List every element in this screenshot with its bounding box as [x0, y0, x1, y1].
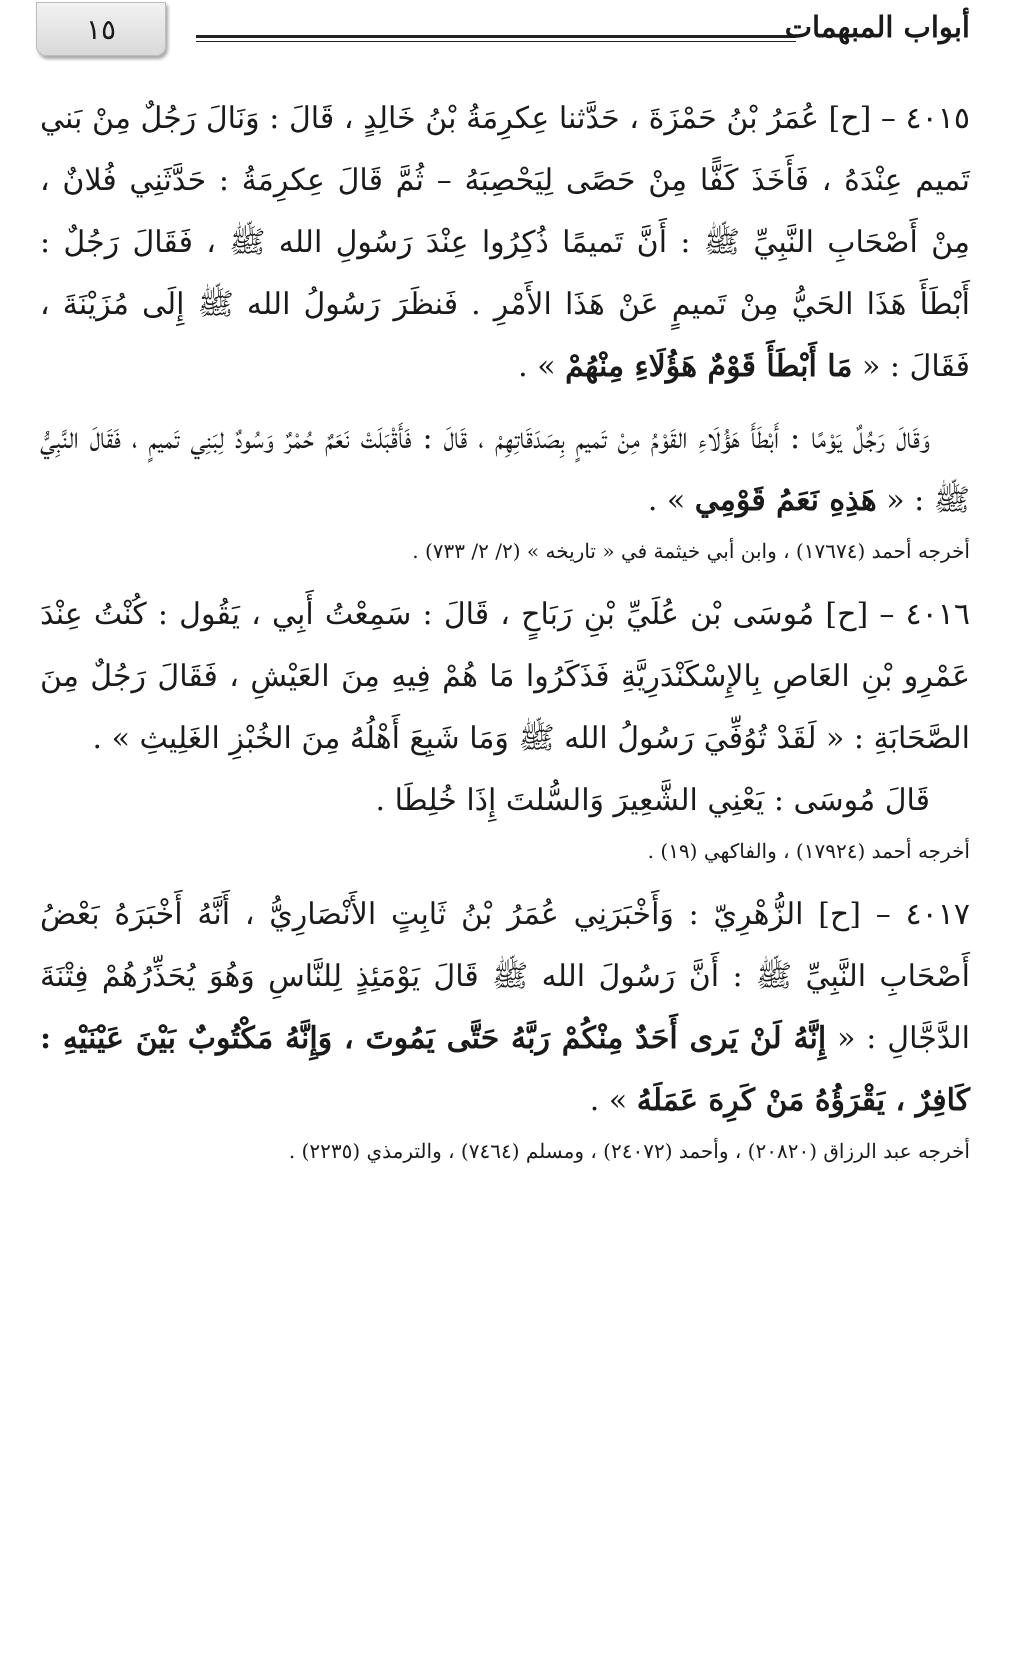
hadith-number: ٤٠١٥	[905, 101, 970, 136]
hadith-text: – [ح] الزُّهْرِيّ : وَأَخْبَرَنِي عُمَرُ بْنُ ثَابِتٍ الأَنْصَارِيُّ ، أَنَّهُ أَخْبَرَهُ بَعْضُ أَصْحَابِ النَّبِيِّ ﷺ : أَنَّ رَسُولَ الله ﷺ قَالَ يَوْمَئِذٍ لِلنَّاسِ وَهُوَ يُحَذِّرُهُمْ فِتْنَةَ الدَّجَّالِ : «	[40, 897, 970, 1056]
source-note: أخرجه أحمد (١٧٩٢٤) ، والفاكهي (١٩) .	[647, 839, 970, 863]
hadith-text: قَالَ مُوسَى : يَعْنِي الشَّعِيرَ وَالسُّلتَ إِذَا خُلِطَا .	[375, 783, 930, 818]
page-content	[40, 88, 970, 1184]
hadith-entry	[40, 884, 970, 1168]
source-note: أخرجه عبد الرزاق (٢٠٨٢٠) ، وأحمد (٢٤٠٧٢) ، ومسلم (٧٤٦٤) ، والترمذي (٢٢٣٥) .	[288, 1139, 970, 1163]
page-header	[0, 0, 1010, 70]
hadith-paragraph	[40, 770, 970, 832]
prophet-saying: مَا أَبْطَأَ قَوْمٌ هَؤُلَاءِ مِنْهُمْ	[565, 349, 853, 384]
page-number-tab	[36, 2, 166, 56]
hadith-paragraph	[40, 584, 970, 770]
source-note: أخرجه أحمد (١٧٦٧٤) ، وابن أبي خيثمة في « تاريخه » (٢/ ٢/ ٧٣٣) .	[412, 539, 970, 563]
closing-quote: » .	[589, 1083, 628, 1118]
hadith-number: ٤٠١٦	[905, 597, 970, 632]
hadith-paragraph	[40, 408, 970, 532]
chapter-title: أبواب المبهمات	[784, 10, 970, 44]
hadith-number: ٤٠١٧	[905, 897, 970, 932]
hadith-paragraph	[40, 88, 970, 398]
hadith-paragraph	[40, 884, 970, 1132]
page-number: ١٥	[85, 12, 117, 46]
header-rule	[196, 35, 796, 43]
hadith-entry	[40, 88, 970, 568]
hadith-text: – [ح] مُوسَى بْن عُلَيِّ بْنِ رَبَاحٍ ، قَالَ : سَمِعْتُ أَبِي ، يَقُول : كُنْتُ عِنْدَ عَمْرِو بْنِ العَاصِ بِالإِسْكَنْدَرِيَّةِ فَذَكَرُوا مَا هُمْ فِيهِ مِنَ العَيْشِ ، فَقَالَ رَجُلٌ مِنَ الصَّحَابَةِ : « لَقَدْ تُوُفِّيَ رَسُولُ الله ﷺ وَمَا شَبِعَ أَهْلُهُ مِنَ الخُبْزِ الغَلِيثِ » .	[40, 597, 970, 756]
closing-quote: » .	[647, 483, 686, 518]
hadith-entry	[40, 584, 970, 868]
closing-quote: » .	[518, 349, 556, 384]
hadith-text: – [ح] عُمَرُ بْنُ حَمْزَةَ ، حَدَّثنا عِكرِمَةُ بْنُ خَالِدٍ ، قَالَ : وَنَالَ رَجُلٌ مِنْ بَني تَميم عِنْدَهُ ، فَأَخَذَ كَفًّا مِنْ حَصًى لِيَحْصِبَهُ – ثُمَّ قَالَ عِكرِمَةُ : حَدَّثَنِي فُلانٌ ، مِنْ أَصْحَابِ النَّبِيِّ ﷺ : أَنَّ تَميمًا ذُكِرُوا عِنْدَ رَسُولِ الله ﷺ ، فَقَالَ رَجُلٌ : أَبْطَأَ هَذَا الحَيُّ مِنْ تَميمٍ عَنْ هَذَا الأَمْرِ . فَنظَرَ رَسُولُ الله ﷺ إِلَى مُزَيْنَةَ ، فَقَالَ : «	[40, 101, 970, 384]
prophet-saying: هَذِهِ نَعَمُ قَوْمِي	[694, 483, 877, 518]
hadith-text: وَقَالَ رَجُلٌ يَوْمًا : أَبْطَأَ هَؤُلَاءِ القَوْمُ مِنْ تَميمٍ بِصَدَقَاتِهِمْ ، قَالَ : فَأَقْبَلَتْ نَعَمٌ حُمْرٌ وَسُودٌ لِبَنِي تَميمٍ ، فَقَالَ النَّبِيُّ ﷺ : «	[40, 421, 970, 518]
prophet-saying: إِنَّهُ لَنْ يَرى أَحَدٌ مِنْكُمْ رَبَّهُ حَتَّى يَمُوتَ ، وَإِنَّهُ مَكْتُوبٌ بَيْنَ عَيْنَيْهِ : كَافِرٌ ، يَقْرَؤُهُ مَنْ كَرِهَ عَمَلَهُ	[40, 1021, 970, 1118]
